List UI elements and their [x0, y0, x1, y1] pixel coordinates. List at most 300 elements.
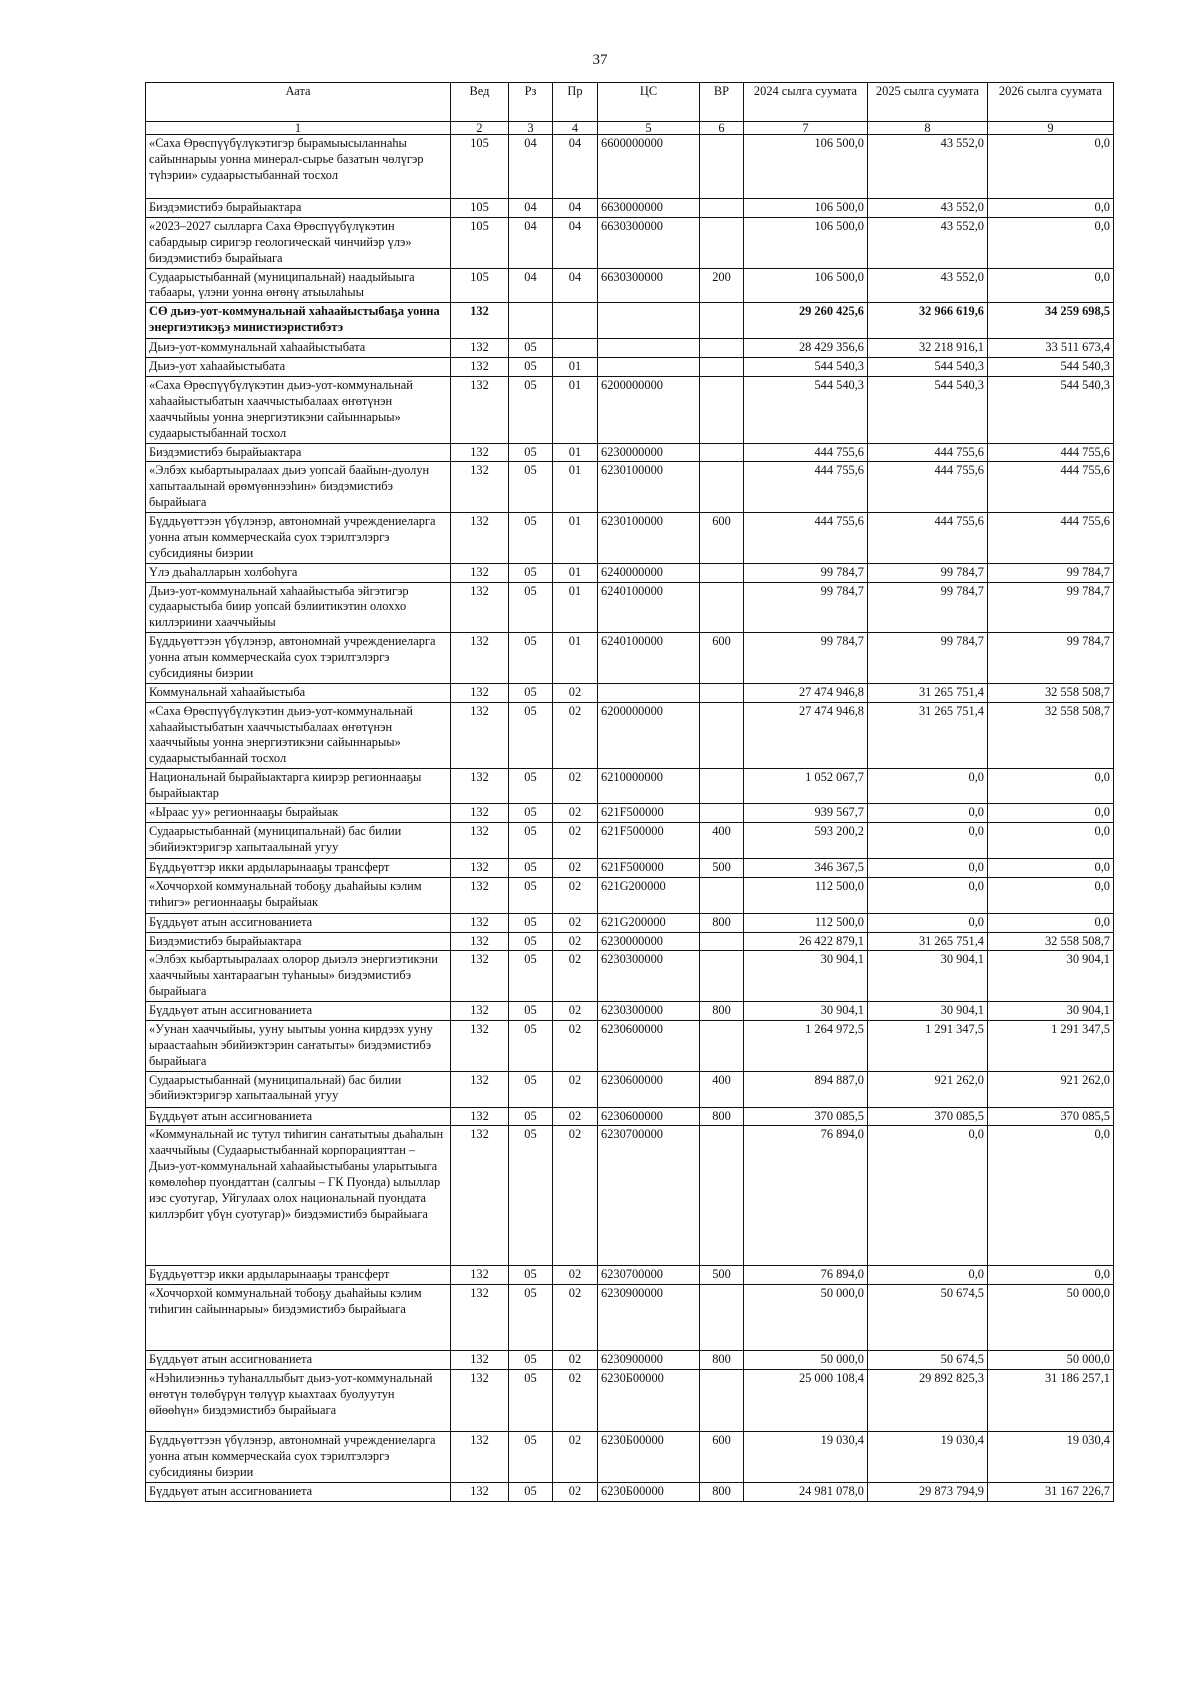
amount-2024: 444 755,6	[744, 513, 868, 564]
rz-code	[509, 303, 553, 339]
ved-code: 132	[451, 877, 509, 913]
amount-2026: 444 755,6	[988, 443, 1114, 462]
column-number-row	[146, 122, 1114, 135]
cs-code	[598, 358, 700, 377]
header-ved: Вед	[451, 83, 509, 122]
table-row	[146, 803, 1114, 822]
amount-2024: 1 264 972,5	[744, 1020, 868, 1071]
pr-code: 01	[553, 443, 598, 462]
pr-code: 02	[553, 858, 598, 877]
row-title: «2023–2027 сылларга Саха Өрөспүүбүлүкэтин сабардыыр сиригэр геологическай чинчийэр үлэ» биэдэмистибэ бырайыага	[146, 217, 451, 268]
ved-code: 132	[451, 563, 509, 582]
pr-code: 02	[553, 1126, 598, 1266]
vr-code	[700, 1285, 744, 1351]
amount-2026: 0,0	[988, 199, 1114, 218]
amount-2025: 544 540,3	[868, 358, 988, 377]
amount-2024: 544 540,3	[744, 377, 868, 444]
vr-code	[700, 563, 744, 582]
amount-2026: 0,0	[988, 268, 1114, 303]
header-pr: Пр	[553, 83, 598, 122]
row-title: Бүддьүөт атын ассигнованиета	[146, 1351, 451, 1370]
amount-2026: 0,0	[988, 769, 1114, 804]
pr-code	[553, 339, 598, 358]
vr-code: 400	[700, 1071, 744, 1107]
table-row	[146, 268, 1114, 303]
row-title: «Элбэх кыбартыыралаах олорор дьиэлэ энергиэтикэни хааччыйыы хантараагын туһаныы» биэдэмистибэ бырайыага	[146, 951, 451, 1002]
amount-2024: 370 085,5	[744, 1107, 868, 1126]
column-number: 9	[988, 122, 1114, 135]
vr-code: 600	[700, 1432, 744, 1483]
header-rz: Рз	[509, 83, 553, 122]
ved-code: 132	[451, 769, 509, 804]
table-row	[146, 769, 1114, 804]
pr-code: 01	[553, 633, 598, 684]
cs-code: 6210000000	[598, 769, 700, 804]
ved-code: 105	[451, 199, 509, 218]
table-row	[146, 339, 1114, 358]
rz-code: 04	[509, 135, 553, 199]
rz-code: 05	[509, 582, 553, 633]
rz-code: 05	[509, 769, 553, 804]
amount-2025: 99 784,7	[868, 582, 988, 633]
table-row	[146, 633, 1114, 684]
pr-code: 04	[553, 135, 598, 199]
pr-code: 02	[553, 683, 598, 702]
amount-2025: 444 755,6	[868, 443, 988, 462]
amount-2024: 27 474 946,8	[744, 702, 868, 769]
amount-2025: 0,0	[868, 1266, 988, 1285]
cs-code: 621G200000	[598, 913, 700, 932]
rz-code: 05	[509, 951, 553, 1002]
ved-code: 132	[451, 633, 509, 684]
table-row	[146, 822, 1114, 858]
rz-code: 05	[509, 858, 553, 877]
cs-code: 6230Б00000	[598, 1482, 700, 1501]
table-row	[146, 1020, 1114, 1071]
amount-2025: 99 784,7	[868, 633, 988, 684]
table-row	[146, 1482, 1114, 1501]
amount-2024: 112 500,0	[744, 913, 868, 932]
amount-2026: 0,0	[988, 858, 1114, 877]
table-row	[146, 1002, 1114, 1021]
amount-2025: 921 262,0	[868, 1071, 988, 1107]
ved-code: 132	[451, 858, 509, 877]
pr-code: 01	[553, 582, 598, 633]
table-row	[146, 702, 1114, 769]
amount-2025: 50 674,5	[868, 1285, 988, 1351]
column-number: 3	[509, 122, 553, 135]
cs-code: 6230700000	[598, 1126, 700, 1266]
table-row	[146, 358, 1114, 377]
table-row	[146, 1071, 1114, 1107]
row-title: Бүддьүөт атын ассигнованиета	[146, 1107, 451, 1126]
header-2026: 2026 сылга суумата	[988, 83, 1114, 122]
cs-code: 6230300000	[598, 951, 700, 1002]
cs-code: 6230600000	[598, 1071, 700, 1107]
row-title: Үлэ дьаһалларын холбоһуга	[146, 563, 451, 582]
amount-2025: 0,0	[868, 822, 988, 858]
vr-code	[700, 135, 744, 199]
vr-code: 800	[700, 913, 744, 932]
amount-2026: 544 540,3	[988, 358, 1114, 377]
row-title: Бүддьүөт атын ассигнованиета	[146, 913, 451, 932]
rz-code: 05	[509, 339, 553, 358]
amount-2024: 106 500,0	[744, 135, 868, 199]
amount-2024: 99 784,7	[744, 633, 868, 684]
header-name: Аата	[146, 83, 451, 122]
pr-code: 02	[553, 822, 598, 858]
rz-code: 05	[509, 1107, 553, 1126]
table-body	[146, 135, 1114, 1502]
ved-code: 132	[451, 702, 509, 769]
rz-code: 05	[509, 377, 553, 444]
amount-2025: 0,0	[868, 803, 988, 822]
amount-2025: 0,0	[868, 769, 988, 804]
ved-code: 132	[451, 913, 509, 932]
column-number: 2	[451, 122, 509, 135]
row-title: Бүддьүөттэр икки ардыларынааҕы трансферт	[146, 858, 451, 877]
row-title: «Саха Өрөспүүбүлүкэтин дьиэ-уот-коммунальнай хаһаайыстыбатын хааччыстыбалаах өҥөтүнэн хааччыйыы уонна энергиэтикэни сайыннарыы» судаарыстыбаннай тосхол	[146, 702, 451, 769]
cs-code: 6230700000	[598, 1266, 700, 1285]
row-title: «Коммунальнай ис тутул тиһигин саҥатытыы дьаһалын хааччыйыы (Судаарыстыбаннай корпорацияттан – Дьиэ-уот-коммунальнай хаһаайыстыбаны уларытыыга көмөлөһөр пуондаттан (салгыы – ГК Пуонда) ылыллар иэс суотугар, Уйгулаах олох национальнай пуондата киллэрбит үбүн суотугар)» биэдэмистибэ бырайыага	[146, 1126, 451, 1266]
pr-code: 02	[553, 932, 598, 951]
vr-code	[700, 1370, 744, 1432]
rz-code: 05	[509, 1071, 553, 1107]
rz-code: 05	[509, 1266, 553, 1285]
ved-code: 132	[451, 1285, 509, 1351]
rz-code: 04	[509, 199, 553, 218]
amount-2025: 29 892 825,3	[868, 1370, 988, 1432]
pr-code: 02	[553, 1432, 598, 1483]
amount-2025: 32 218 916,1	[868, 339, 988, 358]
amount-2025: 31 265 751,4	[868, 932, 988, 951]
amount-2026: 99 784,7	[988, 633, 1114, 684]
rz-code: 05	[509, 358, 553, 377]
cs-code: 621F500000	[598, 803, 700, 822]
vr-code	[700, 1020, 744, 1071]
ved-code: 132	[451, 1020, 509, 1071]
ved-code: 132	[451, 1432, 509, 1483]
table-row	[146, 932, 1114, 951]
page-number: 37	[592, 52, 608, 68]
ved-code: 132	[451, 1071, 509, 1107]
rz-code: 04	[509, 217, 553, 268]
ved-code: 132	[451, 1482, 509, 1501]
cs-code: 6230100000	[598, 462, 700, 513]
cs-code: 6230Б00000	[598, 1432, 700, 1483]
vr-code	[700, 803, 744, 822]
table-row	[146, 683, 1114, 702]
amount-2025: 0,0	[868, 913, 988, 932]
pr-code: 01	[553, 513, 598, 564]
table-row	[146, 951, 1114, 1002]
row-title: Биэдэмистибэ бырайыактара	[146, 443, 451, 462]
amount-2024: 76 894,0	[744, 1126, 868, 1266]
vr-code: 800	[700, 1107, 744, 1126]
row-title: «Уунан хааччыйыы, ууну ыытыы уонна кирдээх ууну ыраастааһын эбийиэктэрин саҥатыты» биэдэмистибэ бырайыага	[146, 1020, 451, 1071]
header-vr: ВР	[700, 83, 744, 122]
table-row	[146, 443, 1114, 462]
row-title: Бүддьүөттээн үбүлэнэр, автономнай учреждениеларга уонна атын коммерческайа суох тэрилтэлэргэ субсидияны биэрии	[146, 513, 451, 564]
row-title: Судаарыстыбаннай (муниципальнай) наадыйыыга табаары, үлэни уонна өҥөнү атыылаһыы	[146, 268, 451, 303]
ved-code: 132	[451, 462, 509, 513]
row-title: Бүддьүөт атын ассигнованиета	[146, 1002, 451, 1021]
vr-code: 600	[700, 513, 744, 564]
column-number: 7	[744, 122, 868, 135]
ved-code: 132	[451, 1107, 509, 1126]
vr-code	[700, 582, 744, 633]
amount-2026: 33 511 673,4	[988, 339, 1114, 358]
vr-code	[700, 199, 744, 218]
row-title: Судаарыстыбаннай (муниципальнай) бас билии эбийиэктэригэр хапытаалынай угуу	[146, 1071, 451, 1107]
amount-2025: 370 085,5	[868, 1107, 988, 1126]
ved-code: 132	[451, 358, 509, 377]
vr-code	[700, 769, 744, 804]
cs-code: 6230100000	[598, 513, 700, 564]
vr-code	[700, 377, 744, 444]
amount-2025: 31 265 751,4	[868, 702, 988, 769]
row-title: Дьиэ-уот-коммунальнай хаһаайыстыба эйгэтигэр судаарыстыба биир уопсай бэлиитикэтин олоххо киллэриини хааччыйыы	[146, 582, 451, 633]
amount-2026: 921 262,0	[988, 1071, 1114, 1107]
rz-code: 05	[509, 1126, 553, 1266]
table-row	[146, 913, 1114, 932]
amount-2024: 25 000 108,4	[744, 1370, 868, 1432]
table-row	[146, 199, 1114, 218]
budget-table	[145, 82, 1114, 1502]
amount-2026: 32 558 508,7	[988, 683, 1114, 702]
amount-2024: 106 500,0	[744, 268, 868, 303]
pr-code: 02	[553, 1107, 598, 1126]
amount-2024: 544 540,3	[744, 358, 868, 377]
amount-2025: 0,0	[868, 858, 988, 877]
amount-2024: 99 784,7	[744, 582, 868, 633]
vr-code	[700, 1126, 744, 1266]
vr-code	[700, 358, 744, 377]
pr-code: 02	[553, 1370, 598, 1432]
vr-code	[700, 683, 744, 702]
vr-code: 200	[700, 268, 744, 303]
amount-2024: 27 474 946,8	[744, 683, 868, 702]
rz-code: 04	[509, 268, 553, 303]
amount-2026: 0,0	[988, 913, 1114, 932]
table-row	[146, 1285, 1114, 1351]
table-row	[146, 1370, 1114, 1432]
amount-2026: 32 558 508,7	[988, 932, 1114, 951]
rz-code: 05	[509, 513, 553, 564]
rz-code: 05	[509, 803, 553, 822]
cs-code: 6230300000	[598, 1002, 700, 1021]
vr-code	[700, 339, 744, 358]
row-title: Биэдэмистибэ бырайыактара	[146, 199, 451, 218]
row-title: Судаарыстыбаннай (муниципальнай) бас билии эбийиэктэригэр хапытаалынай угуу	[146, 822, 451, 858]
row-title: Биэдэмистибэ бырайыактара	[146, 932, 451, 951]
vr-code: 800	[700, 1002, 744, 1021]
amount-2024: 50 000,0	[744, 1285, 868, 1351]
amount-2024: 28 429 356,6	[744, 339, 868, 358]
amount-2025: 29 873 794,9	[868, 1482, 988, 1501]
amount-2025: 444 755,6	[868, 462, 988, 513]
vr-code	[700, 877, 744, 913]
cs-code: 6230600000	[598, 1107, 700, 1126]
rz-code: 05	[509, 443, 553, 462]
cs-code: 6230Б00000	[598, 1370, 700, 1432]
column-number: 1	[146, 122, 451, 135]
table-row	[146, 217, 1114, 268]
ved-code: 132	[451, 303, 509, 339]
table-row	[146, 1107, 1114, 1126]
amount-2026: 50 000,0	[988, 1351, 1114, 1370]
table-row	[146, 1351, 1114, 1370]
amount-2025: 31 265 751,4	[868, 683, 988, 702]
cs-code: 6230000000	[598, 932, 700, 951]
cs-code: 6230900000	[598, 1351, 700, 1370]
ved-code: 105	[451, 135, 509, 199]
amount-2025: 444 755,6	[868, 513, 988, 564]
row-title: «Хоччорхой коммунальнай тобоҕу дьаһайыы кэлим тиһигин сайыннарыы» биэдэмистибэ бырайыага	[146, 1285, 451, 1351]
pr-code	[553, 303, 598, 339]
pr-code: 02	[553, 1285, 598, 1351]
amount-2025: 19 030,4	[868, 1432, 988, 1483]
ved-code: 105	[451, 268, 509, 303]
column-number: 6	[700, 122, 744, 135]
table-row	[146, 513, 1114, 564]
rz-code: 05	[509, 1370, 553, 1432]
amount-2026: 32 558 508,7	[988, 702, 1114, 769]
amount-2026: 50 000,0	[988, 1285, 1114, 1351]
amount-2024: 112 500,0	[744, 877, 868, 913]
rz-code: 05	[509, 563, 553, 582]
header-2024: 2024 сылга суумата	[744, 83, 868, 122]
ved-code: 132	[451, 803, 509, 822]
pr-code: 01	[553, 462, 598, 513]
row-title: «Саха Өрөспүүбүлүкэтин дьиэ-уот-коммунальнай хаһаайыстыбатын хааччыстыбалаах өҥөтүнэн хааччыйыы уонна энергиэтикэни сайыннарыы» судаарыстыбаннай тосхол	[146, 377, 451, 444]
header-cs: ЦС	[598, 83, 700, 122]
vr-code	[700, 217, 744, 268]
pr-code: 04	[553, 217, 598, 268]
pr-code: 01	[553, 563, 598, 582]
amount-2025: 30 904,1	[868, 1002, 988, 1021]
amount-2024: 76 894,0	[744, 1266, 868, 1285]
table-row	[146, 858, 1114, 877]
vr-code: 800	[700, 1482, 744, 1501]
cs-code	[598, 683, 700, 702]
pr-code: 02	[553, 1020, 598, 1071]
vr-code: 800	[700, 1351, 744, 1370]
ved-code: 132	[451, 932, 509, 951]
ved-code: 132	[451, 1126, 509, 1266]
amount-2024: 24 981 078,0	[744, 1482, 868, 1501]
header-2025: 2025 сылга суумата	[868, 83, 988, 122]
ved-code: 132	[451, 951, 509, 1002]
amount-2026: 544 540,3	[988, 377, 1114, 444]
pr-code: 02	[553, 1266, 598, 1285]
amount-2026: 34 259 698,5	[988, 303, 1114, 339]
rz-code: 05	[509, 462, 553, 513]
cs-code: 621G200000	[598, 877, 700, 913]
ved-code: 132	[451, 377, 509, 444]
table-row	[146, 582, 1114, 633]
vr-code: 400	[700, 822, 744, 858]
amount-2026: 0,0	[988, 822, 1114, 858]
amount-2024: 26 422 879,1	[744, 932, 868, 951]
pr-code: 02	[553, 769, 598, 804]
pr-code: 01	[553, 358, 598, 377]
amount-2024: 894 887,0	[744, 1071, 868, 1107]
cs-code: 6240000000	[598, 563, 700, 582]
table-row	[146, 462, 1114, 513]
amount-2025: 30 904,1	[868, 951, 988, 1002]
ved-code: 132	[451, 1351, 509, 1370]
amount-2026: 31 186 257,1	[988, 1370, 1114, 1432]
cs-code: 6240100000	[598, 582, 700, 633]
rz-code: 05	[509, 1482, 553, 1501]
header-row	[146, 83, 1114, 122]
amount-2025: 50 674,5	[868, 1351, 988, 1370]
column-number: 8	[868, 122, 988, 135]
ved-code: 132	[451, 582, 509, 633]
table-row	[146, 1126, 1114, 1266]
amount-2026: 370 085,5	[988, 1107, 1114, 1126]
row-title: Национальнай бырайыактарга киирэр регионнааҕы бырайыактар	[146, 769, 451, 804]
amount-2025: 43 552,0	[868, 268, 988, 303]
row-title: Бүддьүөт атын ассигнованиета	[146, 1482, 451, 1501]
amount-2026: 0,0	[988, 135, 1114, 199]
amount-2025: 99 784,7	[868, 563, 988, 582]
cs-code: 6230600000	[598, 1020, 700, 1071]
amount-2025: 544 540,3	[868, 377, 988, 444]
row-title: Дьиэ-уот-коммунальнай хаһаайыстыбата	[146, 339, 451, 358]
rz-code: 05	[509, 822, 553, 858]
pr-code: 02	[553, 951, 598, 1002]
rz-code: 05	[509, 633, 553, 684]
amount-2026: 0,0	[988, 877, 1114, 913]
ved-code: 132	[451, 513, 509, 564]
rz-code: 05	[509, 1432, 553, 1483]
row-title: СӨ дьиэ-уот-коммунальнай хаһаайыстыбаҕа уонна энергиэтикэҕэ министиэристибэтэ	[146, 303, 451, 339]
amount-2024: 106 500,0	[744, 199, 868, 218]
amount-2026: 1 291 347,5	[988, 1020, 1114, 1071]
rz-code: 05	[509, 932, 553, 951]
ved-code: 132	[451, 339, 509, 358]
amount-2026: 99 784,7	[988, 563, 1114, 582]
cs-code: 6200000000	[598, 702, 700, 769]
vr-code	[700, 443, 744, 462]
table-row	[146, 877, 1114, 913]
amount-2024: 1 052 067,7	[744, 769, 868, 804]
ved-code: 105	[451, 217, 509, 268]
rz-code: 05	[509, 1351, 553, 1370]
table-row	[146, 1432, 1114, 1483]
rz-code: 05	[509, 877, 553, 913]
ved-code: 132	[451, 683, 509, 702]
amount-2025: 32 966 619,6	[868, 303, 988, 339]
rz-code: 05	[509, 913, 553, 932]
pr-code: 02	[553, 913, 598, 932]
table-row	[146, 377, 1114, 444]
cs-code: 621F500000	[598, 822, 700, 858]
table-row	[146, 135, 1114, 199]
amount-2026: 19 030,4	[988, 1432, 1114, 1483]
cs-code: 6200000000	[598, 377, 700, 444]
row-title: Дьиэ-уот хаһаайыстыбата	[146, 358, 451, 377]
table-row	[146, 563, 1114, 582]
vr-code	[700, 702, 744, 769]
amount-2024: 346 367,5	[744, 858, 868, 877]
vr-code: 500	[700, 1266, 744, 1285]
cs-code	[598, 339, 700, 358]
rz-code: 05	[509, 683, 553, 702]
ved-code: 132	[451, 1266, 509, 1285]
